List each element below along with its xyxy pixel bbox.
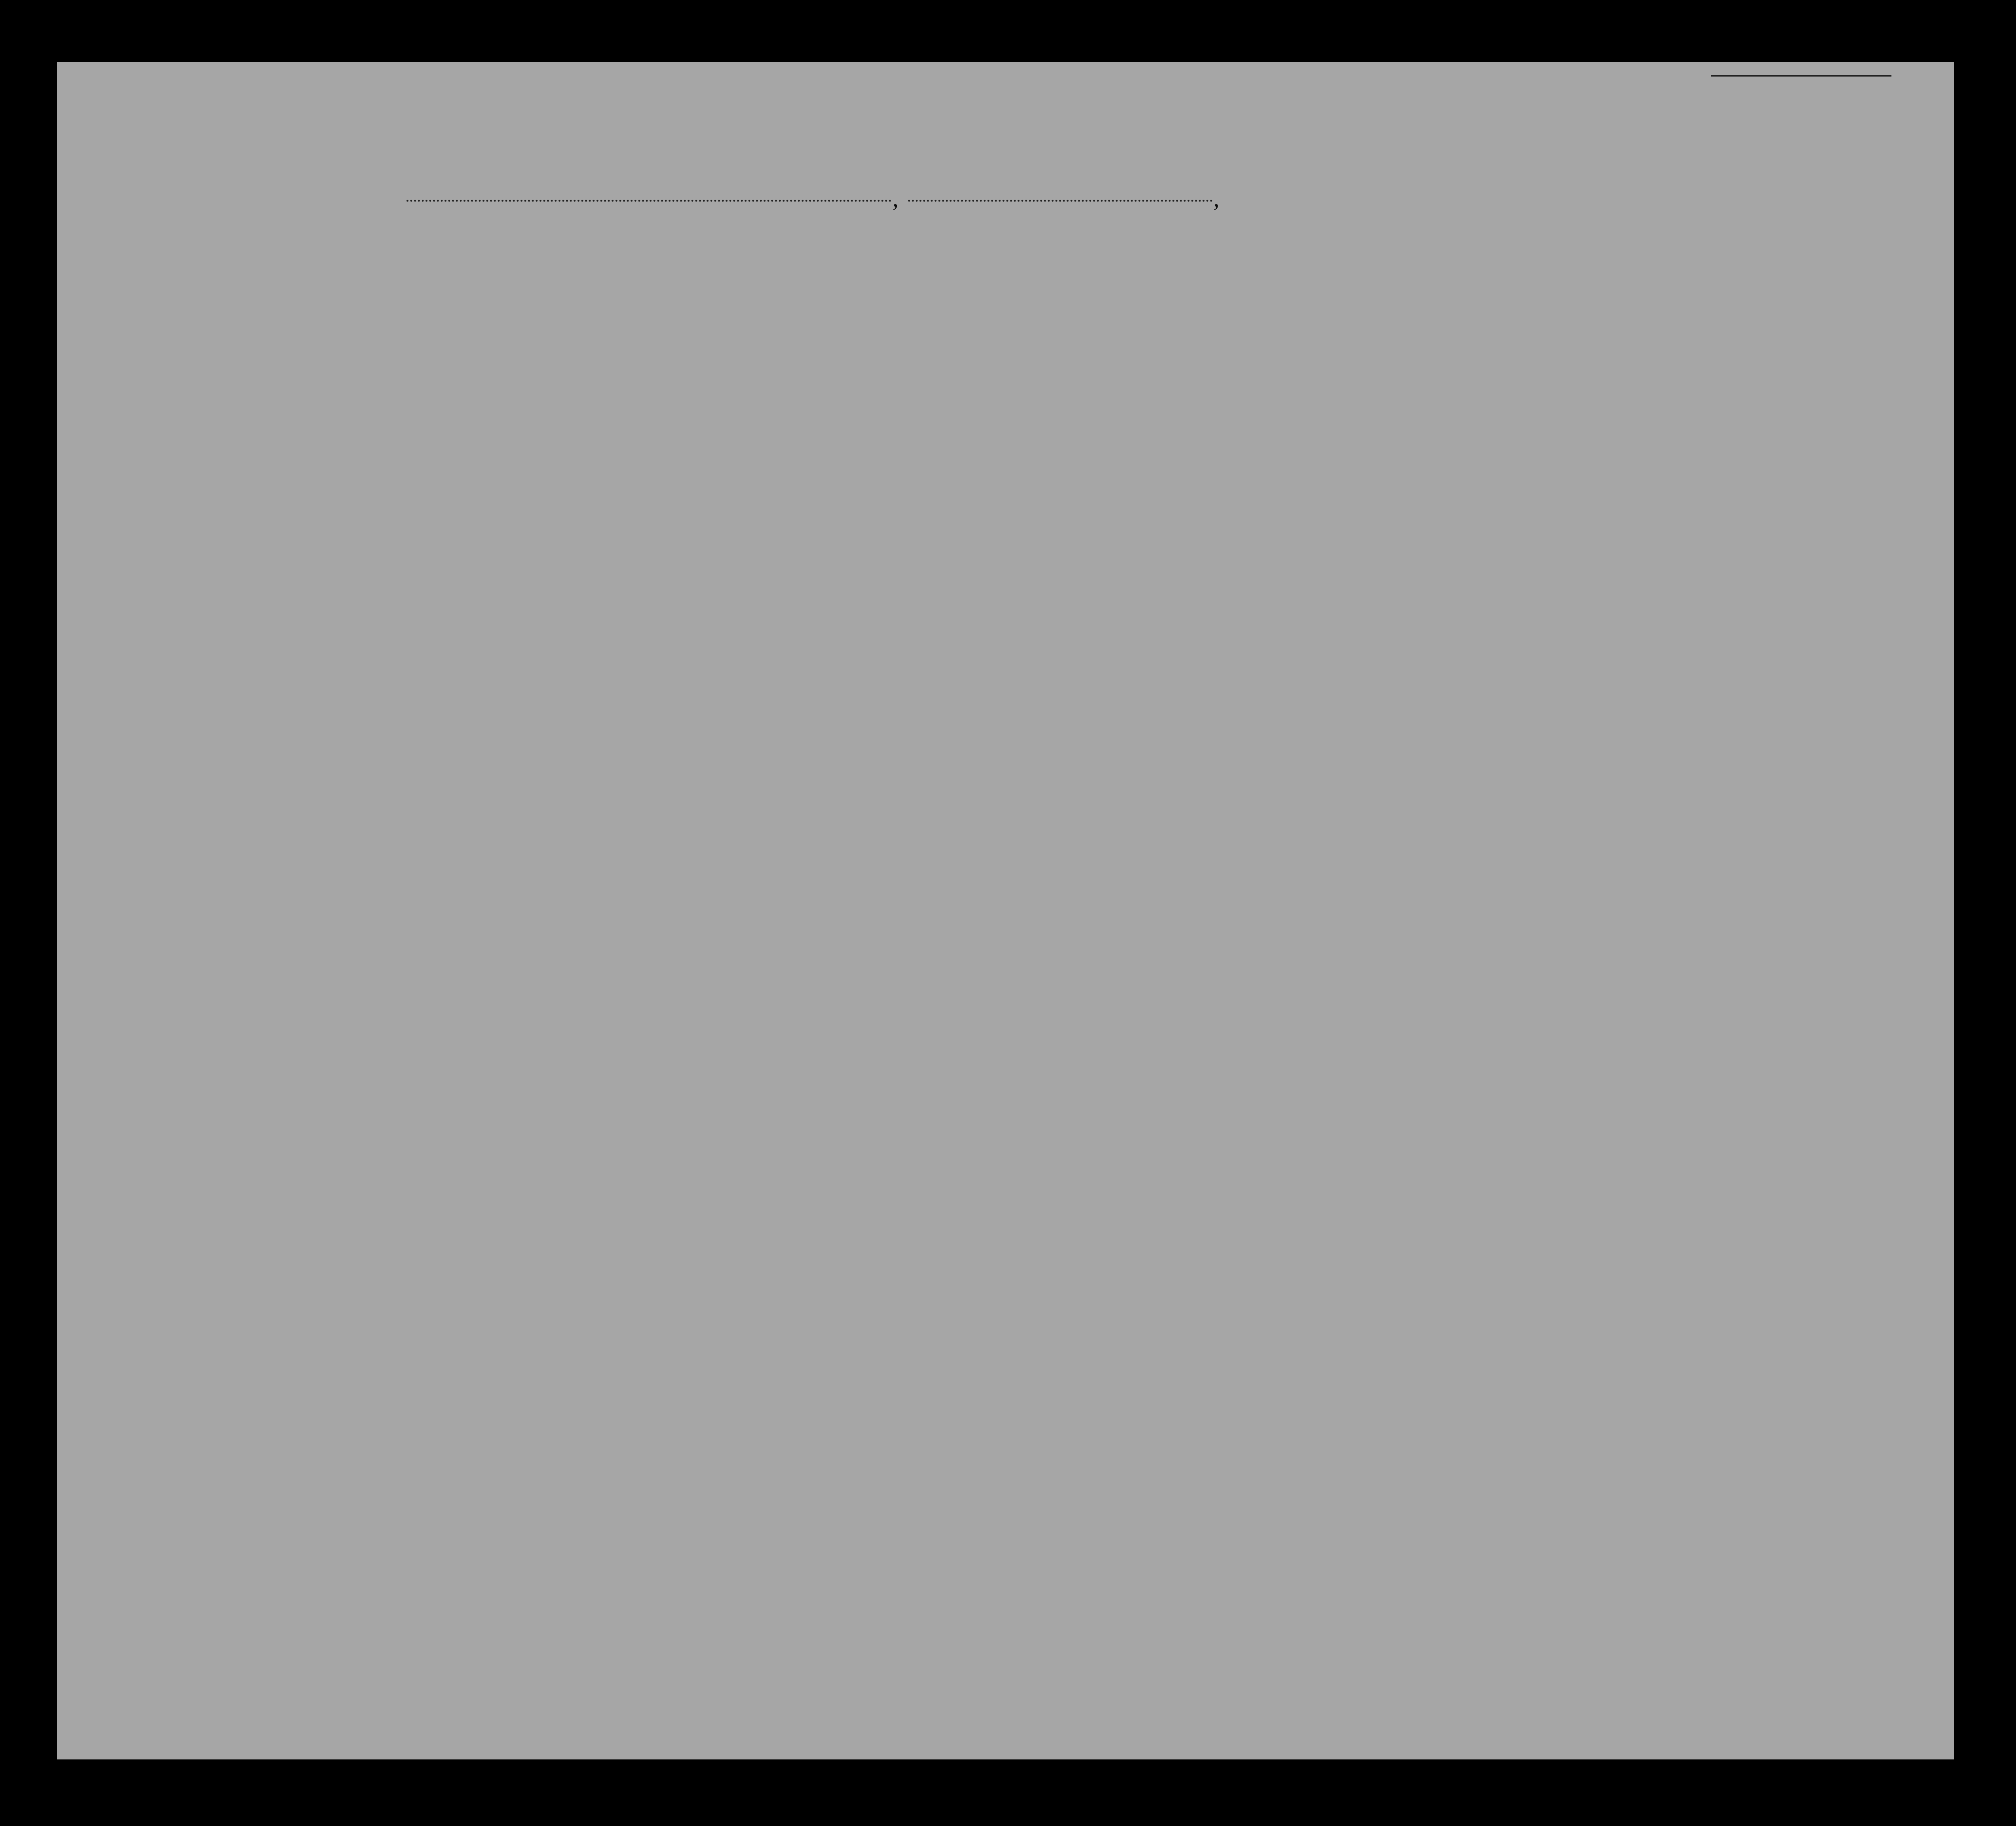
comma: , — [892, 185, 899, 212]
header-col-27 — [1365, 328, 1381, 447]
comma: , — [1213, 185, 1220, 212]
header-col-31 — [1499, 328, 1518, 447]
header-col-24-a — [1194, 354, 1222, 447]
header-col-24-b — [1237, 354, 1262, 447]
header-col-25 — [1297, 328, 1327, 447]
header-col-24-c — [1267, 354, 1291, 447]
header-col-34-feet — [1638, 399, 1652, 447]
header-col-21 — [759, 326, 778, 445]
header-col-34-inches — [1659, 399, 1674, 447]
header-col-26 — [1340, 328, 1356, 447]
header-col-19 — [636, 326, 655, 445]
header-col-29 — [1441, 328, 1469, 447]
header-col-30 — [1476, 328, 1495, 447]
header-col-28 — [1391, 328, 1431, 447]
